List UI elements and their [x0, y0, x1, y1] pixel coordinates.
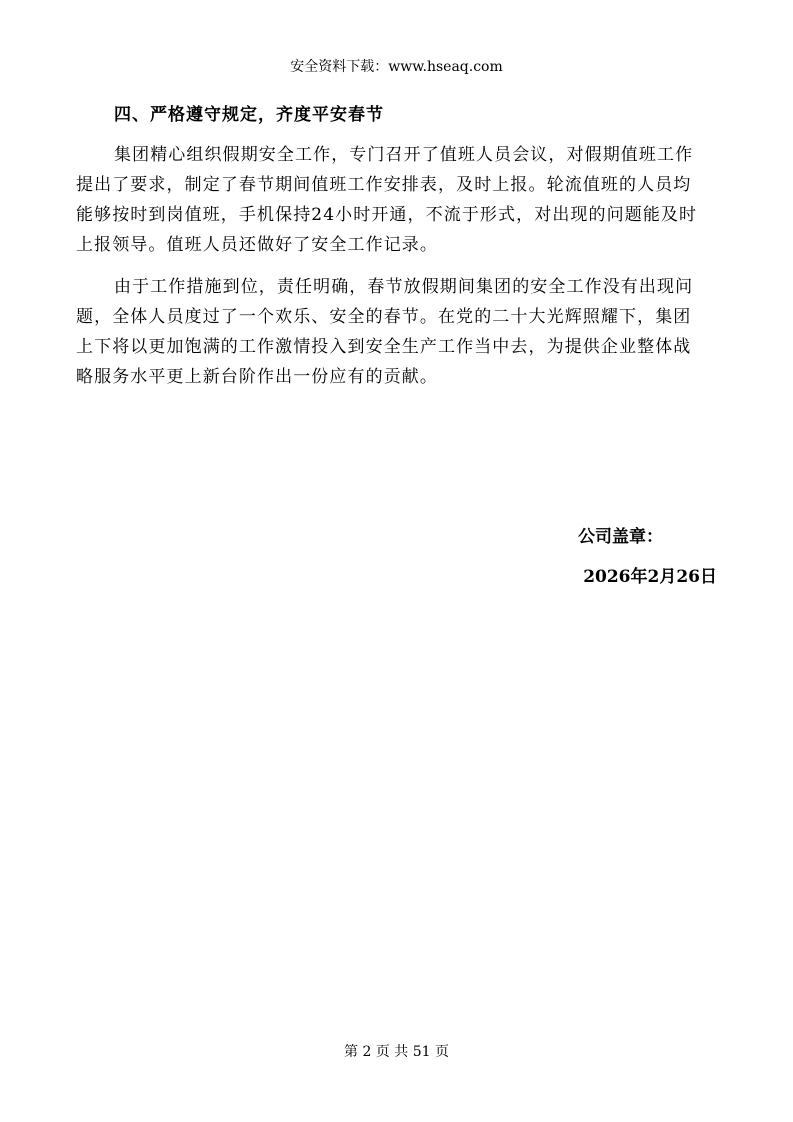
paragraph-line: 集团精心组织假期安全工作，专门召开了值班人员会议，对假期值班工作: [114, 145, 694, 165]
paragraph-line: 略服务水平更上新台阶作出一份应有的贡献。: [76, 367, 438, 387]
paragraph-2: [76, 272, 716, 392]
paragraph-line: 上下将以更加饱满的工作激情投入到安全生产工作当中去，为提供企业整体战: [76, 337, 692, 357]
section-heading: 四、严格遵守规定，齐度平安春节: [114, 105, 384, 125]
page-header: 安全资料下载：www.hseaq.com: [290, 59, 503, 75]
paragraph-1: [76, 140, 716, 260]
paragraph-line: 提出了要求，制定了春节期间值班工作安排表，及时上报。轮流值班的人员均: [76, 175, 692, 195]
paragraph-line: 题，全体人员度过了一个欢乐、安全的春节。在党的二十大光辉照耀下，集团: [76, 307, 692, 327]
company-seal-label: 公司盖章：: [578, 527, 663, 547]
paragraph-line: 由于工作措施到位，责任明确，春节放假期间集团的安全工作没有出现问: [114, 277, 694, 297]
page-footer: 第 2 页 共 51 页: [344, 1044, 449, 1060]
signature-date: 2026年2月26日: [583, 567, 717, 587]
paragraph-line: 能够按时到岗值班，手机保持24小时开通，不流于形式，对出现的问题能及时: [76, 205, 698, 225]
paragraph-line: 上报领导。值班人员还做好了安全工作记录。: [76, 235, 438, 255]
document-body: [76, 100, 716, 404]
